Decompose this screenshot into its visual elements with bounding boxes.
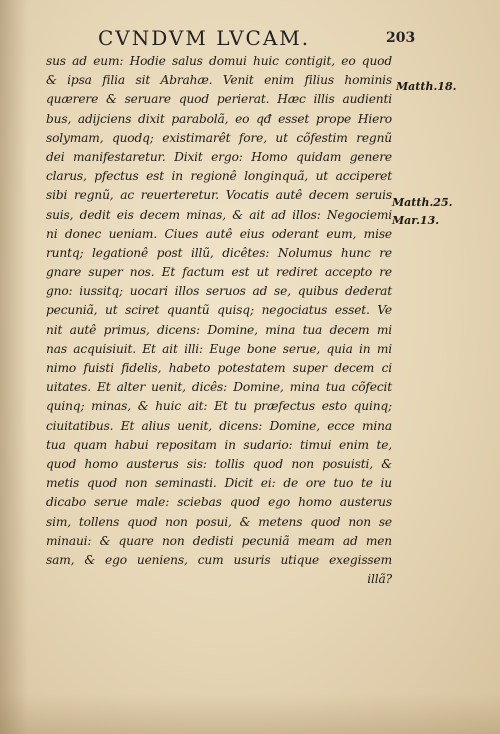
marginal-note: Mar.13. — [392, 214, 440, 227]
text-line: pecuniã, ut sciret quantũ quisq; negociatus esset. Ve — [46, 303, 392, 318]
marginal-note: Matth.25. — [392, 196, 453, 209]
text-line: sim, tollens quod non posui, & metens quod non se — [46, 514, 392, 529]
text-line: nimo fuisti fidelis, habeto potestatem super decem ci — [46, 361, 392, 375]
text-line: dei manifestaretur. Dixit ergo: Homo quidam genere — [46, 149, 392, 164]
text-line: clarus, pfectus est in regionê longinquã, ut acciperet — [46, 169, 392, 184]
body-text — [46, 52, 392, 589]
text-line: tua quam habui repositam in sudario: timui enim te, — [46, 437, 392, 452]
text-line: solymam, quodq; existimarêt fore, ut cõfestim regnũ — [46, 130, 392, 145]
text-line: dicabo serue male: sciebas quod ego homo austerus — [46, 495, 392, 510]
text-line: runtq; legationê post illũ, dicêtes: Nolumus hunc re — [46, 245, 392, 260]
text-line: gno: iussitq; uocari illos seruos ad se, quibus dederat — [46, 284, 392, 299]
text-line: ni donec ueniam. Ciues autê eius oderant eum, mise — [46, 226, 392, 241]
text-line: illã? — [367, 572, 392, 587]
text-line: & ipsa filia sit Abrahæ. Venit enim filius hominis — [46, 73, 392, 88]
marginal-note: Matth.18. — [396, 80, 457, 93]
running-head: CVNDVM LVCAM. — [98, 26, 311, 50]
text-line: sibi regnũ, ac reuerteretur. Vocatis autê decem seruis — [46, 188, 392, 203]
text-line: metis quod non seminasti. Dicit ei: de ore tuo te iu — [46, 476, 392, 491]
gutter-shadow — [0, 0, 28, 734]
text-line: gnare super nos. Et factum est ut rediret accepto re — [46, 265, 392, 280]
text-line: suis, dedit eis decem minas, & ait ad illos: Negociemi — [46, 207, 392, 222]
text-line: sam, & ego ueniens, cum usuris utique exegissem — [46, 552, 392, 567]
text-line: bus, adijciens dixit parabolã, eo qđ esset prope Hiero — [46, 111, 392, 126]
text-line: ciuitatibus. Et alius uenit, dicens: Domine, ecce mina — [46, 418, 392, 433]
text-line: quærere & seruare quod perierat. Hæc illis audienti — [46, 92, 392, 107]
text-line: nit autê primus, dicens: Domine, mina tua decem mi — [46, 322, 392, 337]
text-line: quod homo austerus sis: tollis quod non posuisti, & — [46, 456, 392, 471]
text-line: nas acquisiuit. Et ait illi: Euge bone serue, quia in mi — [46, 341, 392, 356]
page-number: 203 — [386, 30, 416, 46]
text-line: minaui: & quare non dedisti pecuniã meam ad men — [46, 533, 392, 548]
text-line: quinq; minas, & huic ait: Et tu præfectus esto quinq; — [46, 399, 392, 414]
text-line: sus ad eum: Hodie salus domui huic contigit, eo quod — [46, 54, 392, 68]
text-line: uitates. Et alter uenit, dicês: Domine, mina tua cõfecit — [46, 380, 392, 395]
bottom-shadow — [0, 694, 500, 734]
